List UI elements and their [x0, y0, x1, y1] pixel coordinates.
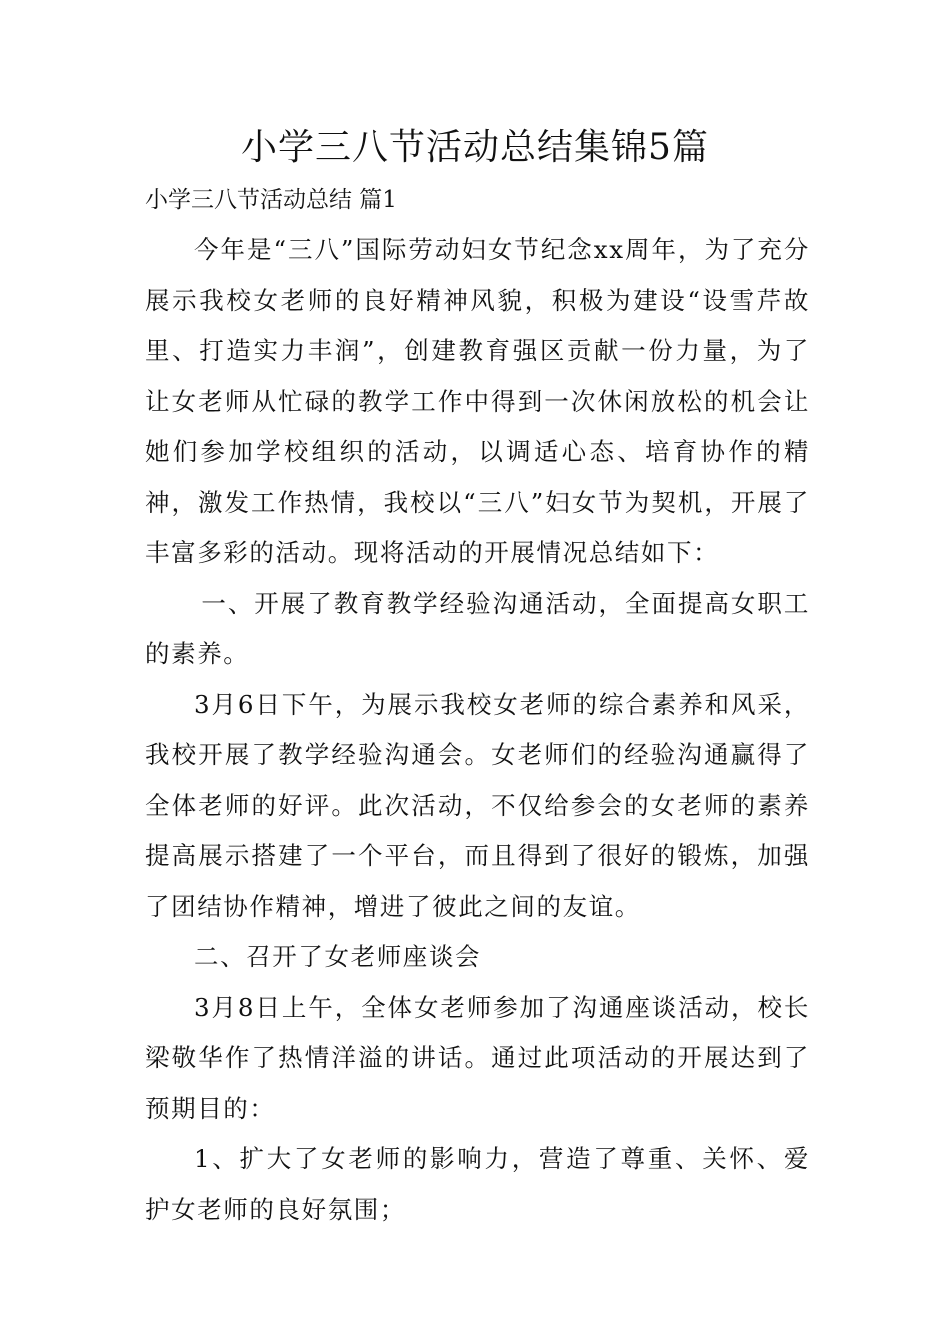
section-heading-2: 二、召开了女老师座谈会	[194, 942, 482, 971]
paragraph-march-6: 3月6日下午，为展示我校女老师的综合素养和风采，我校开展了教学经验沟通会。女老师们的经验沟通赢得了全体老师的好评。此次活动，不仅给参会的女老师的素养提高展示搭建了一个平台，而且得到了很好的锻炼，加强了团结协作精神，增进了彼此之间的友谊。	[145, 689, 810, 921]
document-body	[145, 225, 810, 1235]
paragraph-march-8: 3月8日上午，全体女老师参加了沟通座谈活动，校长梁敬华作了热情洋溢的讲话。通过此项活动的开展达到了预期目的：	[145, 992, 810, 1123]
document-title: 小学三八节活动总结集锦5篇	[241, 127, 709, 168]
list-item-1: 1、扩大了女老师的影响力，营造了尊重、关怀、爱护女老师的良好氛围；	[145, 1144, 810, 1224]
section-subtitle: 小学三八节活动总结 篇1	[145, 187, 397, 213]
section-heading-1: 一、开展了教育教学经验沟通活动，全面提高女职工的素养。	[145, 588, 810, 668]
paragraph-intro: 今年是“三八”国际劳动妇女节纪念xx周年，为了充分展示我校女老师的良好精神风貌，积极为建设“设雪芹故里、打造实力丰润”，创建教育强区贡献一份力量，为了让女老师从忙碌的教学工作中得到一次休闲放松的机会让她们参加学校组织的活动，以调适心态、培育协作的精神，激发工作热情，我校以“三八”妇女节为契机，开展了丰富多彩的活动。现将活动的开展情况总结如下：	[145, 235, 810, 567]
